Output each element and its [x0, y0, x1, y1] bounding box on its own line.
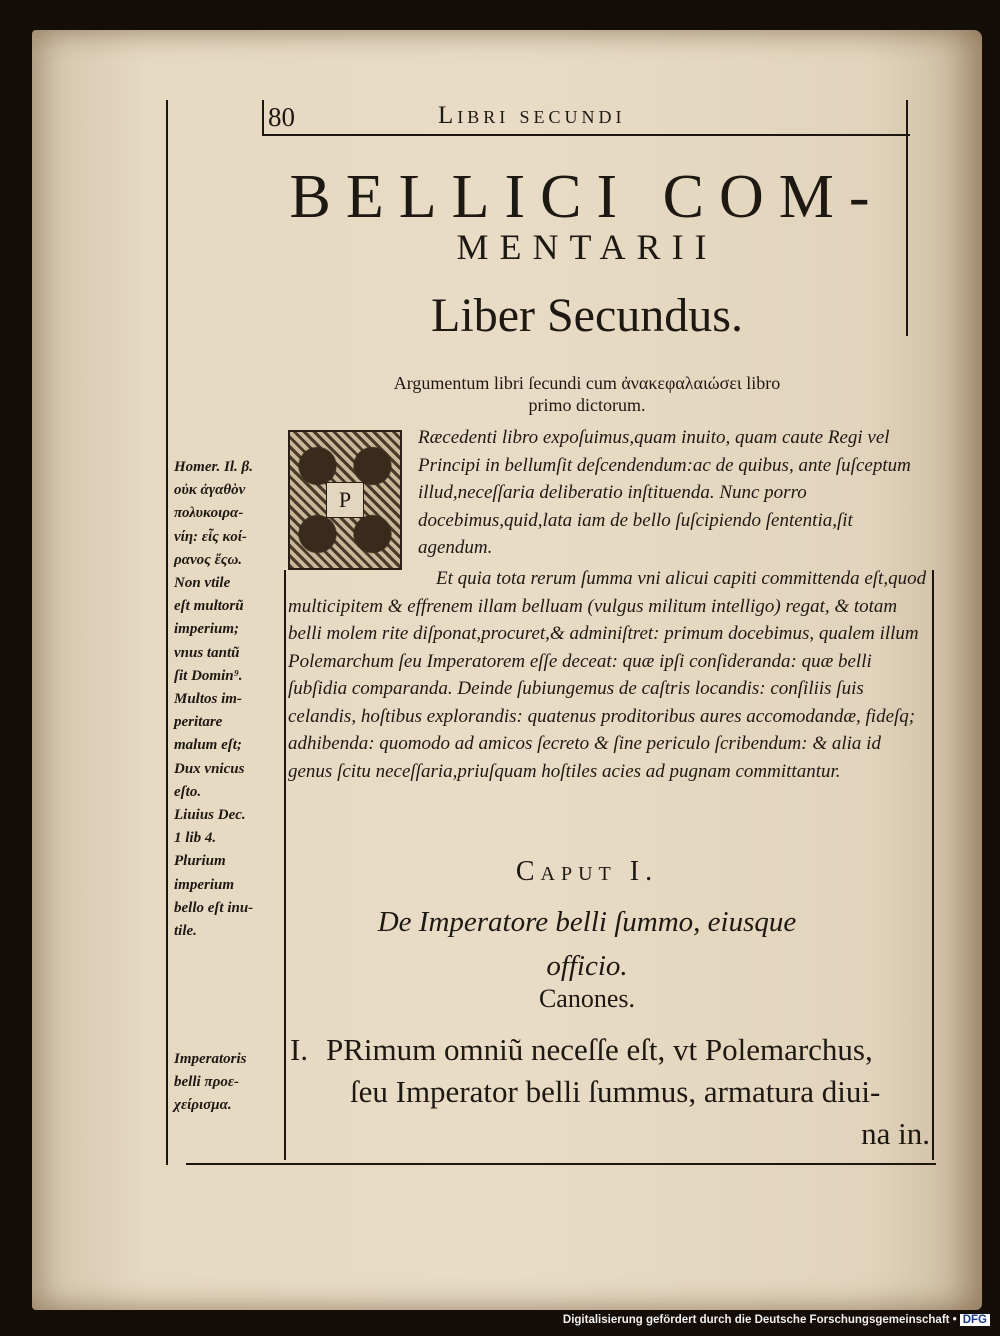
marginal-line: Dux vnicus	[174, 760, 245, 777]
marginal-line: imperium;	[174, 621, 240, 638]
paragraph-2	[288, 565, 928, 785]
chapter-title-line2: officio.	[546, 950, 628, 982]
dfg-logo: DFG	[960, 1314, 990, 1326]
marginal-note-multos	[174, 688, 262, 804]
marginal-line: 1 lib 4.	[174, 830, 217, 847]
outer-left-rule	[166, 100, 168, 1165]
right-rule-lower	[932, 570, 934, 1160]
marginal-line: ſit Domin⁹.	[174, 667, 243, 684]
argument-line1: Argumentum libri ſecundi cum ἀνακεφαλαιώσει libro	[393, 373, 781, 393]
footer-credit	[563, 1314, 990, 1334]
marginal-note-imperatoris	[174, 1048, 262, 1118]
marginal-line: νίη: εἷς κοί-	[174, 528, 247, 545]
initial-letter: P	[326, 482, 364, 518]
marginal-line: Liuius Dec.	[174, 807, 246, 823]
marginal-line: vnus tantũ	[174, 644, 240, 661]
book-title-line3: Liber Secundus.	[431, 289, 743, 342]
marginal-line: Non vtile	[174, 575, 231, 592]
marginal-line: bello eſt inu-	[174, 899, 254, 916]
paragraph-2-text: Et quia tota rerum ſumma vni alicui capiti committenda eſt,quod multicipitem & effrenem illam belluam (vulgus militum intelligo) regat, & totam belli molem rite diſponat,procuret,& adminiſtret: primum docebimus, qualem illum Polemarchum ſeu Imperatorem eſſe deceat: quæ ipſi conſideranda: quæ belli ſubſidia comparanda. Deinde ſubiungemus de caſtris locandis: conſiliis ſuis celandis, hoſtibus explorandis: quatenus proditoribus aures accomodandæ, fideſq; adhibenda: quomodo ad amicos ſecreto & ſine periculo ſcribendum: & alia id genus ſcitu neceſſaria,priuſquam hoſtiles acies ad pugnam committantur.	[288, 568, 927, 782]
marginal-line: belli προε-	[174, 1074, 239, 1091]
argument	[262, 372, 912, 416]
footer-text: Digitalisierung gefördert durch die Deutsche Forschungsgemeinschaft •	[562, 1314, 957, 1326]
chapter-title	[262, 900, 912, 988]
bottom-rule	[186, 1163, 936, 1165]
marginal-line: Plurium	[174, 853, 226, 870]
marginal-line: malum eſt;	[174, 737, 242, 754]
marginal-note-homer	[174, 456, 262, 688]
argument-line2: primo dictorum.	[528, 395, 646, 415]
running-head	[260, 96, 908, 136]
book-title-line2: MENTARII	[456, 227, 718, 267]
marginal-line: χείρισμα.	[174, 1097, 232, 1114]
paragraph-1: Ræcedenti libro expoſuimus,quam inuito, quam caute Regi vel Principi in bellumſit deſcendendum:ac de quibus, ante ſuſceptum illud,neceſſaria deliberatio inſtituenda. Nunc porro docebimus,quid,lata iam de bello ſuſcipiendo ſententia,ſit agendum.	[418, 427, 911, 558]
marginal-line: ρανος ἔςω.	[174, 551, 243, 568]
marginal-line: Multos im-	[174, 691, 242, 707]
chapter-title-line1: De Imperatore belli ſummo, eiusque	[377, 906, 797, 938]
marginal-line: eſto.	[174, 783, 202, 800]
canones-heading: Canones.	[538, 984, 636, 1013]
marginal-line: peritare	[174, 714, 223, 731]
marginal-line: tile.	[174, 923, 197, 940]
canon-line3: na in.	[861, 1116, 930, 1151]
marginal-note-livius	[174, 804, 262, 943]
ornamental-initial	[288, 430, 402, 570]
book-title-line1: BELLICI COM-	[289, 163, 885, 231]
marginal-line: πολυκοιρα-	[174, 505, 244, 522]
canon-number: I.	[290, 1032, 309, 1067]
marginal-line: Homer. Il. β.	[174, 459, 253, 475]
canon-line2: ſeu Imperator belli ſummus, armatura diui-	[350, 1074, 881, 1109]
page-number: 80	[268, 102, 295, 132]
running-title: Libri secundi	[438, 102, 626, 129]
marginal-line: eſt multorũ	[174, 598, 244, 615]
chapter-heading: Caput I.	[515, 856, 659, 887]
marginal-line: imperium	[174, 876, 235, 893]
marginal-line: οὐκ ἀγαθὸν	[174, 482, 246, 499]
marginal-line: Imperatoris	[174, 1051, 247, 1067]
canon-line1: PRimum omniũ neceſſe eſt, vt Polemarchus,	[326, 1032, 873, 1067]
